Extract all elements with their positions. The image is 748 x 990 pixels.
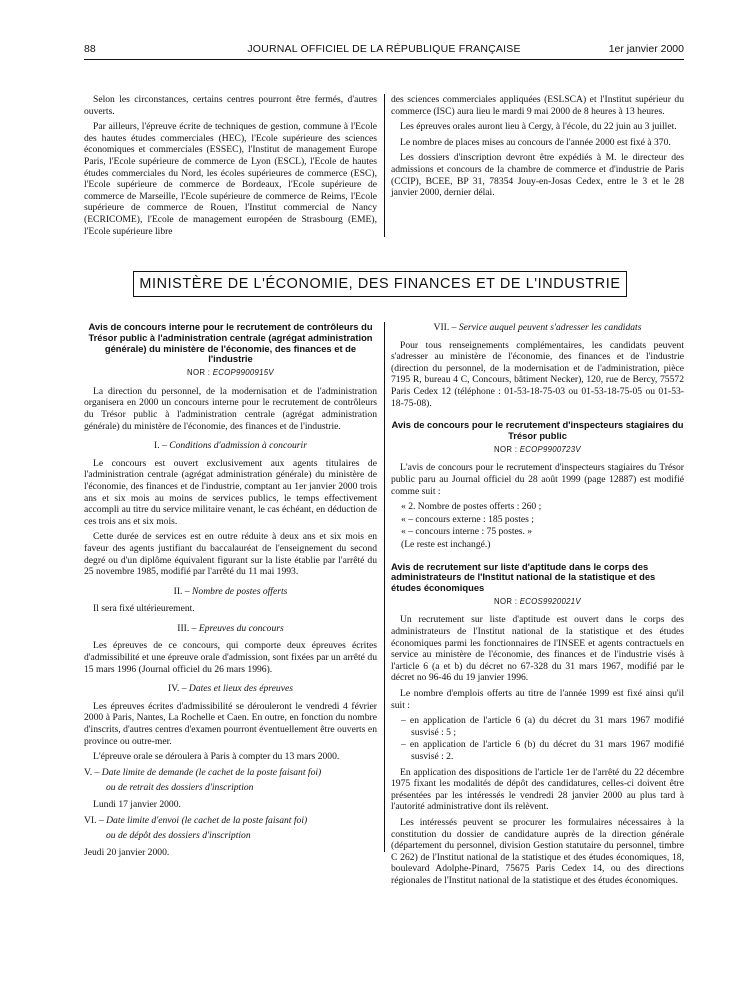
paragraph: L'avis de concours pour le recrutement d'inspecteurs stagiaires du Trésor public paru au Journal officiel du 28 août 1999 (page 12887) est modifié comme suit :	[391, 462, 684, 497]
nor-code: ECOP9900915V	[212, 368, 274, 378]
paragraph: L'épreuve orale se déroulera à Paris à compter du 13 mars 2000.	[93, 751, 340, 763]
paragraph: Pour tous renseignements complémentaires, les candidats peuvent s'adresser au ministère de l'économie, des finances et de l'industrie (direction du personnel, de la modernisation et de l'administration, pièce 7195 R, bureau 4 C, Concours, bâtiment Necker), 120, rue de Bercy, 75572 Paris Cedex 12 (téléphone : 01-53-18-75-03 ou 01-53-18-75-05 ou 01-53-18-75-08).	[391, 339, 684, 409]
nor-code: ECOS9920021V	[519, 596, 581, 606]
section-heading: VII. – Service auquel peuvent s'adresser les candidats	[433, 322, 642, 333]
section-heading: II. – Nombre de postes offerts	[173, 585, 288, 597]
paragraph: Les épreuves orales auront lieu à Cergy, à l'école, du 22 juin au 3 juillet.	[400, 121, 677, 133]
paragraph: des sciences commerciales appliquées (ESLSCA) et l'Institut supérieur du commerce (ISC) aura lieu le mardi 9 mai 2000 de 8 heures à 13 heures.	[391, 94, 684, 117]
paragraph: Le nombre de places mises au concours de l'année 2000 est fixé à 370.	[400, 136, 671, 148]
nor-code: ECOP9900723V	[519, 444, 581, 454]
nor-reference: NOR : ECOS9920021V	[494, 596, 581, 606]
section-heading: VI. – Date limite d'envoi (le cachet de la poste faisant foi)	[84, 814, 308, 826]
section-heading: IV. – Dates et lieux des épreuves	[168, 683, 293, 695]
header-rule	[84, 59, 684, 60]
section-heading: V. – Date limite de demande (le cachet de la poste faisant foi)	[84, 766, 322, 778]
paragraph: Les dossiers d'inscription devront être expédiés à M. le directeur des admissions et concours de la chambre de commerce et d'industrie de Paris (CCIP), BCEE, BP 31, 78354 Jouy-en-Josas Cedex, entre le 3 et le 28 janvier 2000, dernier délai.	[391, 152, 684, 199]
list-item: « 2. Nombre de postes offerts : 260 ;	[401, 501, 542, 513]
list-item: « – concours externe : 185 postes ;	[401, 513, 534, 525]
paragraph: Le nombre d'emplois offerts au titre de l'année 1999 est fixé ainsi qu'il suit :	[391, 688, 684, 711]
page-number: 88	[84, 43, 96, 55]
right-column	[391, 322, 684, 891]
list-item: – en application de l'article 6 (b) du décret du 31 mars 1967 modifié susvisé : 2.	[401, 739, 684, 763]
article-title: Avis de recrutement sur liste d'aptitude dans le corps des administrateurs de l'Institut national de la statistique et des études économiques	[391, 560, 656, 594]
journal-title: JOURNAL OFFICIEL DE LA RÉPUBLIQUE FRANÇAISE	[247, 43, 521, 55]
paragraph: Les épreuves de ce concours, qui comporte deux épreuves écrites d'admissibilité et une épreuve orale d'admission, sont fixées par un arrêté du 15 mars 1996 (Journal officiel du 26 mars 1996).	[84, 640, 377, 675]
avis-concours-controleurs	[84, 322, 377, 862]
ministry-heading: MINISTÈRE DE L'ÉCONOMIE, DES FINANCES ET DE L'INDUSTRIE	[133, 271, 627, 297]
top-right-column	[391, 94, 684, 203]
paragraph: La direction du personnel, de la modernisation et de l'administration organisera en 2000 un concours interne pour le recrutement de contrôleurs du Trésor public à l'administration centrale (agrégat administration générale) du ministère de l'économie, des finances et de l'industrie.	[84, 385, 377, 432]
top-left-column	[84, 94, 377, 241]
paragraph: Un recrutement sur liste d'aptitude est ouvert dans le corps des administrateurs de l'Institut national de la statistique et des études économiques parmi les fonctionnaires de l'INSEE et agents contractuels en service au ministère de l'économie, des finances et de l'industrie visés à l'article 6 (a et b) du décret no 67-328 du 31 mars 1967, modifié par le décret no 96-46 du 19 janvier 1996.	[391, 614, 684, 684]
nor-reference: NOR : ECOP9900723V	[494, 444, 581, 454]
issue-date: 1er janvier 2000	[608, 43, 684, 55]
paragraph: Par ailleurs, l'épreuve écrite de techniques de gestion, commune à l'Ecole des hautes études commerciales (HEC), l'Ecole supérieure des sciences économiques et commerciales (ESSEC), l'Institut de management Europe Paris, l'Ecole supérieure de commerce de Lyon (ESCL), l'Ecole de hautes études commerciales du Nord, les écoles supérieures de commerce (ESC), l'Ecole supérieure de commerce de Bordeaux, l'Ecole supérieure de commerce de Marseille, l'Ecole supérieure de commerce de Reims, l'Ecole supérieure de commerce de Rouen, l'Institut commercial de Nancy (ECRICOME), l'Ecole de management européen de Strasbourg (EME), l'Ecole supérieure libre	[84, 121, 377, 237]
article-title: Avis de concours pour le recrutement d'inspecteurs stagiaires du Trésor public	[391, 419, 684, 441]
paragraph: Jeudi 20 janvier 2000.	[84, 846, 170, 858]
paragraph: Lundi 17 janvier 2000.	[93, 799, 181, 810]
nor-reference: NOR : ECOP9900915V	[187, 368, 274, 378]
paragraph: Selon les circonstances, certains centres pourront être fermés, d'autres ouverts.	[84, 94, 377, 117]
paragraph: Les intéressés peuvent se procurer les formulaires nécessaires à la constitution du dossier de candidature auprès de la direction générale (département du personnel, division Gestion statutaire du personnel, timbre C 262) de l'Institut national de la statistique et des études économiques, 18, boulevard Adolphe-Pinard, 75675 Paris Cedex 14, ou des directions régionales de l'Institut national de la statistique et des études économiques.	[391, 816, 684, 886]
section-heading-continued: ou de retrait des dossiers d'inscription	[106, 782, 254, 794]
list-item: (Le reste est inchangé.)	[401, 538, 491, 550]
section-heading: I. – Conditions d'admission à concourir	[154, 440, 307, 452]
section-heading: III. – Epreuves du concours	[177, 622, 284, 634]
section-heading-continued: ou de dépôt des dossiers d'inscription	[106, 830, 251, 842]
article-title: Avis de concours interne pour le recrutement de contrôleurs du Trésor public à l'administration centrale (agrégat administration générale) du ministère de l'économie, des finances et de l'industrie	[88, 321, 373, 365]
list-item: « – concours interne : 75 postes. »	[401, 526, 533, 538]
page-header	[84, 43, 684, 59]
paragraph: Cette durée de services est en outre réduite à deux ans et six mois en faveur des agents justifiant du baccalauréat de l'enseignement du second degré ou d'un diplôme équivalent figurant sur la liste établie par l'arrêté du 25 novembre 1985, modifié par l'arrêté du 11 mai 1993.	[84, 531, 377, 578]
column-divider	[384, 322, 385, 852]
paragraph: Les épreuves écrites d'admissibilité se dérouleront le vendredi 4 février 2000 à Paris, Nantes, La Rochelle et Caen. En outre, en fonction du nombre d'inscrits, d'autres centres d'examen pourront éventuellement être ouverts en province ou outre-mer.	[84, 700, 377, 747]
column-divider	[384, 94, 385, 237]
list-item: – en application de l'article 6 (a) du décret du 31 mars 1967 modifié susvisé : 5 ;	[401, 715, 684, 738]
paragraph: Il sera fixé ultérieurement.	[93, 603, 195, 615]
paragraph: En application des dispositions de l'article 1er de l'arrêté du 22 décembre 1975 fixant les modalités de dépôt des candidatures, celles-ci doivent être présentées par les intéressés le vendredi 28 janvier 2000 au plus tard à l'autorité administrative dont ils relèvent.	[391, 766, 684, 813]
paragraph: Le concours est ouvert exclusivement aux agents titulaires de l'administration centrale (agrégat administration générale) du ministère de l'économie, des finances et de l'industrie, comptant au 1er janvier 2000 trois ans et six mois au moins de services publics, le temps effectivement accompli au titre du service militaire venant, le cas échéant, en déduction de ces trois ans et six mois.	[84, 457, 377, 527]
